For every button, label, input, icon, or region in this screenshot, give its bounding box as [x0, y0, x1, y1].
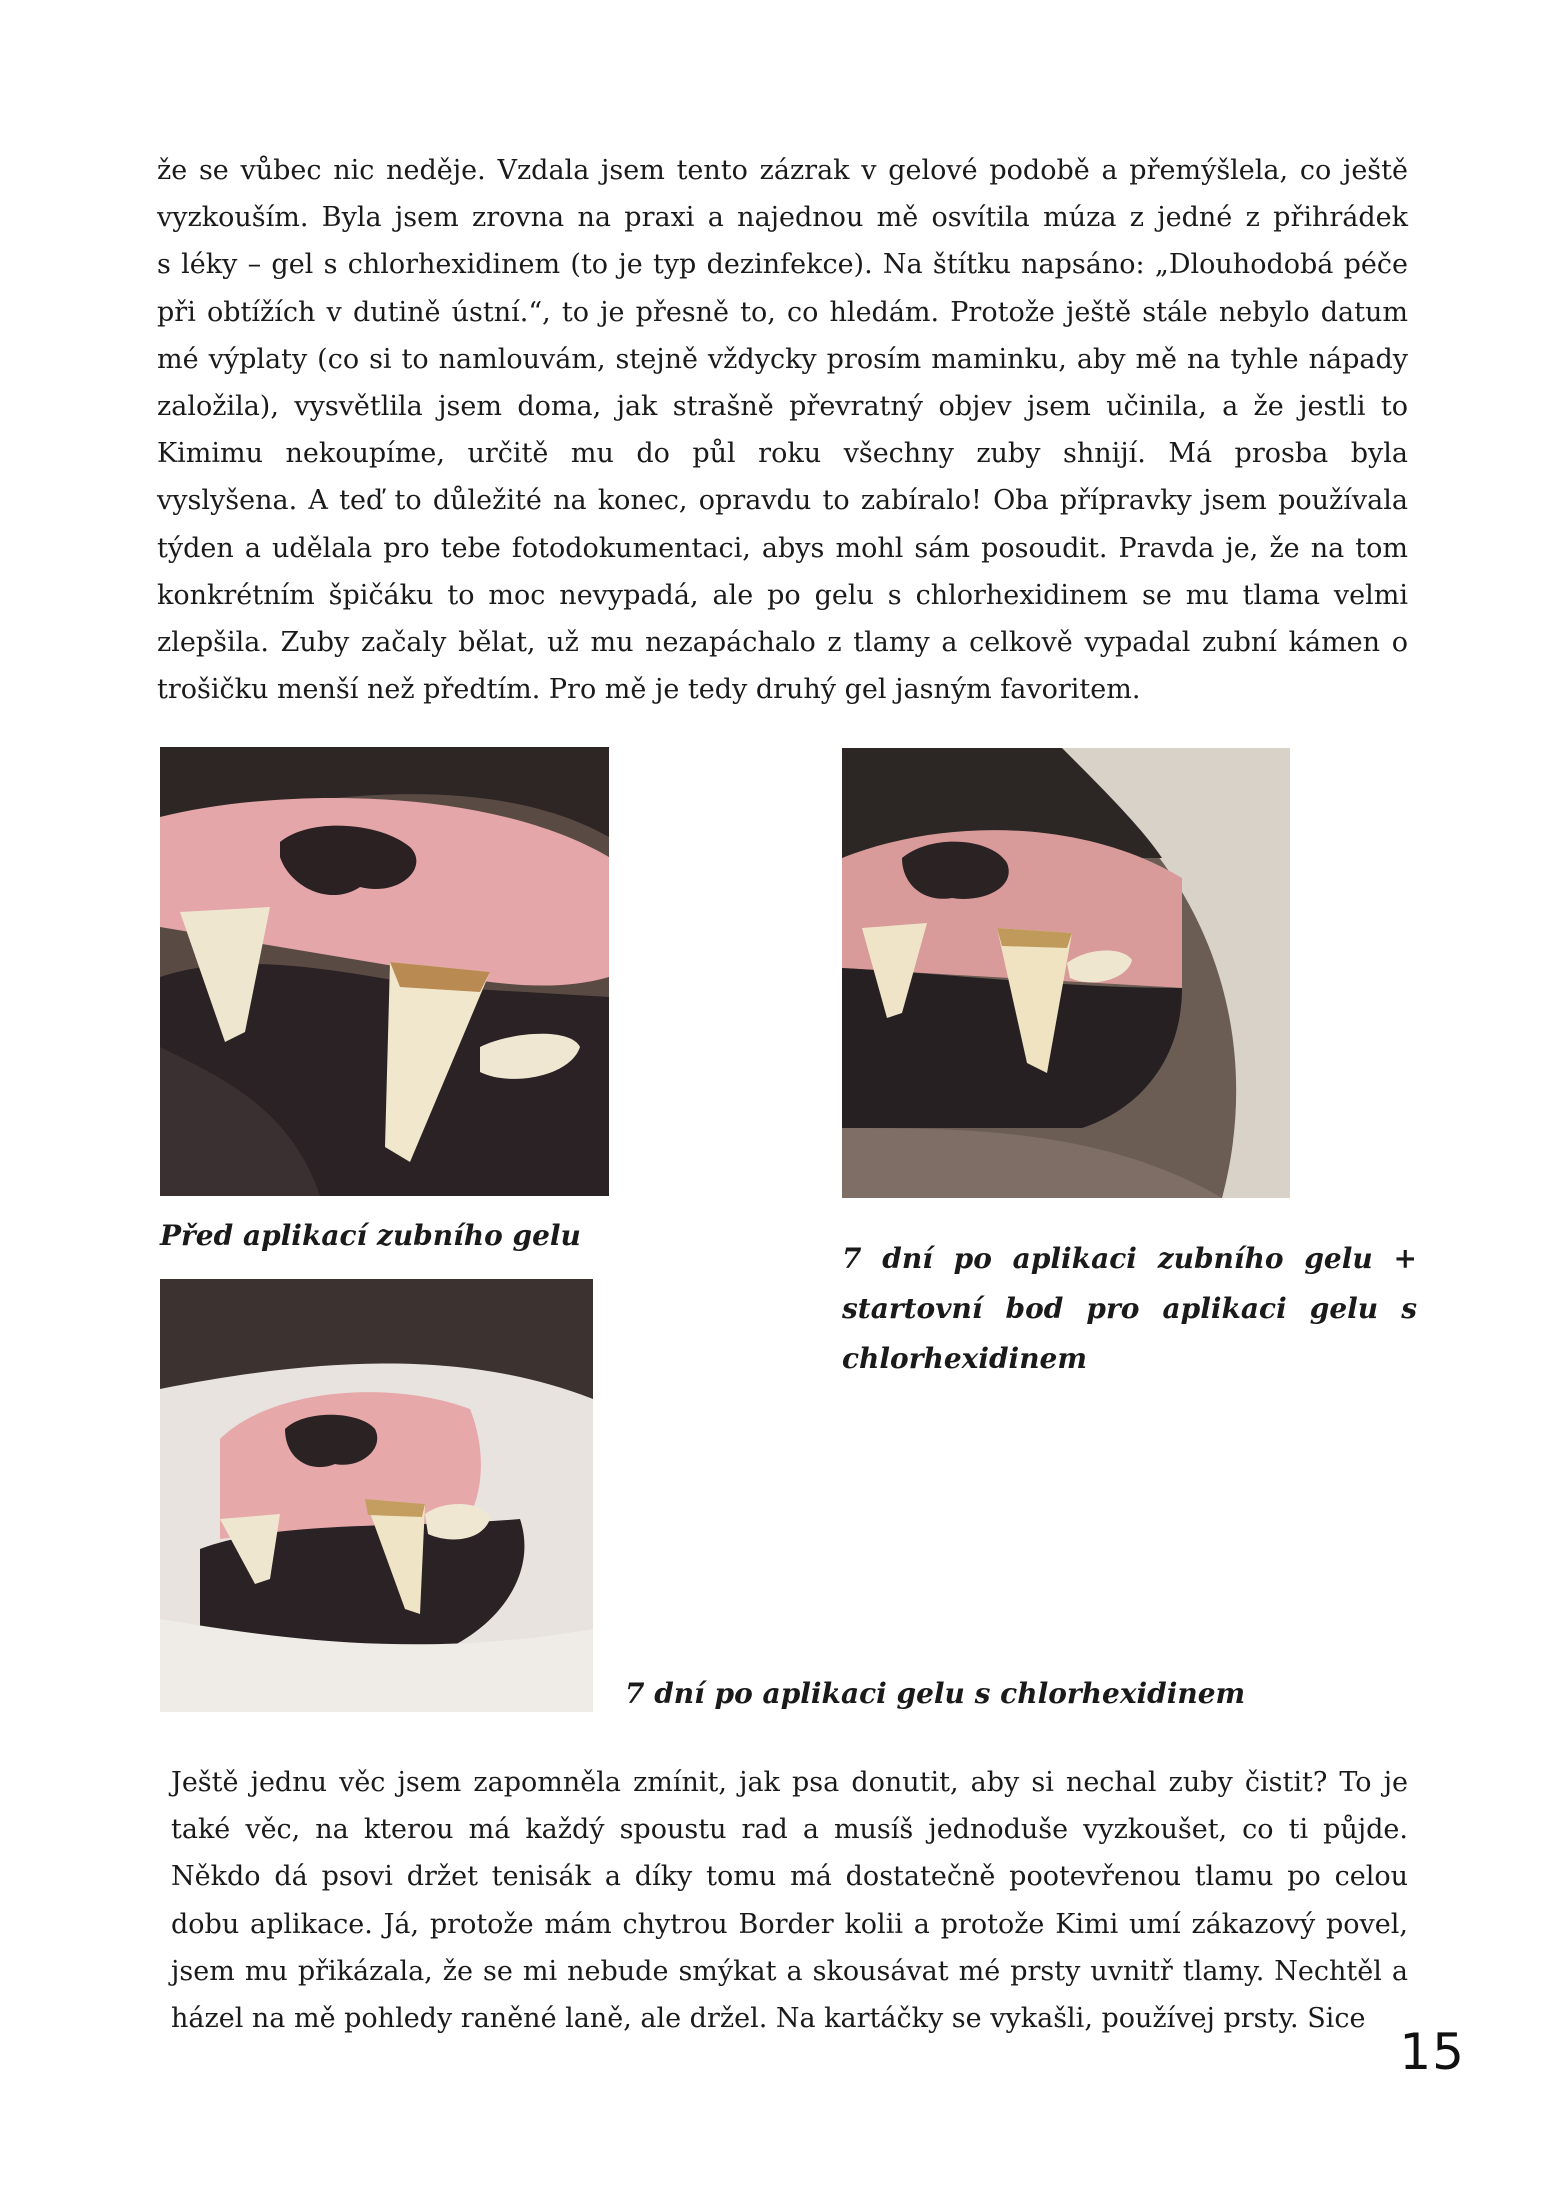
text-line: vyzkouším. Byla jsem zrovna na praxi a najednou mě osvítila múza z jedné z přihrádek	[157, 202, 1408, 234]
text-line: Ještě jednu věc jsem zapomněla zmínit, jak psa donutit, aby si nechal zuby čistit? To je	[171, 1767, 1408, 1798]
text-line: také věc, na kterou má každý spoustu rad a musíš jednoduše vyzkoušet, co ti půjde.	[171, 1814, 1408, 1846]
page-number: 15	[1399, 2023, 1465, 2081]
body-paragraph-1	[157, 147, 1408, 713]
text-line: Někdo dá psovi držet tenisák a díky tomu má dostatečně pootevřenou tlamu po celou	[171, 1861, 1408, 1893]
caption-line: chlorhexidinem	[842, 1342, 1087, 1375]
caption-line: 7 dní po aplikaci zubního gelu +	[842, 1242, 1417, 1275]
text-line: týden a udělala pro tebe fotodokumentaci, abys mohl sám posoudit. Pravda je, že na tom	[157, 532, 1408, 564]
caption-after-chlorhexidine: 7 dní po aplikaci gelu s chlorhexidinem	[625, 1677, 1246, 1710]
text-line: při obtížích v dutině ústní.“, to je přesně to, co hledám. Protože ještě stále nebylo datum	[157, 296, 1408, 328]
text-line: Kimimu nekoupíme, určitě mu do půl roku všechny zuby shnijí. Má prosba byla	[157, 438, 1408, 470]
text-line: dobu aplikace. Já, protože mám chytrou Border kolii a protože Kimi umí zákazový povel,	[171, 1908, 1408, 1940]
text-line: založila), vysvětlila jsem doma, jak strašně převratný objev jsem učinila, a že jestli to	[157, 391, 1408, 423]
photo-teeth-after-first-gel	[842, 748, 1290, 1198]
body-paragraph-2	[157, 1759, 1408, 2042]
text-line: trošičku menší než předtím. Pro mě je tedy druhý gel jasným favoritem.	[157, 674, 1141, 706]
photo-teeth-after-chlorhexidine	[160, 1279, 593, 1712]
text-line: konkrétním špičáku to moc nevypadá, ale po gelu s chlorhexidinem se mu tlama velmi	[157, 579, 1408, 611]
text-line: že se vůbec nic neděje. Vzdala jsem tento zázrak v gelové podobě a přemýšlela, co ještě	[157, 155, 1408, 186]
text-line: s léky – gel s chlorhexidinem (to je typ dezinfekce). Na štítku napsáno: „Dlouhodobá péče	[157, 249, 1408, 281]
text-line: zlepšila. Zuby začaly bělat, už mu nezapáchalo z tlamy a celkově vypadal zubní kámen o	[157, 627, 1408, 659]
photo-teeth-before	[160, 747, 609, 1196]
text-line: vyslyšena. A teď to důležité na konec, opravdu to zabíralo! Oba přípravky jsem používala	[157, 485, 1408, 517]
text-line: mé výplaty (co si to namlouvám, stejně vždycky prosím maminku, aby mě na tyhle nápady	[157, 343, 1408, 375]
caption-before: Před aplikací zubního gelu	[160, 1219, 581, 1252]
caption-after-first-gel	[842, 1234, 1417, 1384]
text-line: jsem mu přikázala, že se mi nebude smýkat a skousávat mé prsty uvnitř tlamy. Nechtěl a	[171, 1955, 1408, 1987]
text-line: házel na mě pohledy raněné laně, ale držel. Na kartáčky se vykašli, používej prsty. Sice	[171, 2003, 1366, 2035]
caption-line: startovní bod pro aplikaci gelu s	[842, 1292, 1417, 1325]
